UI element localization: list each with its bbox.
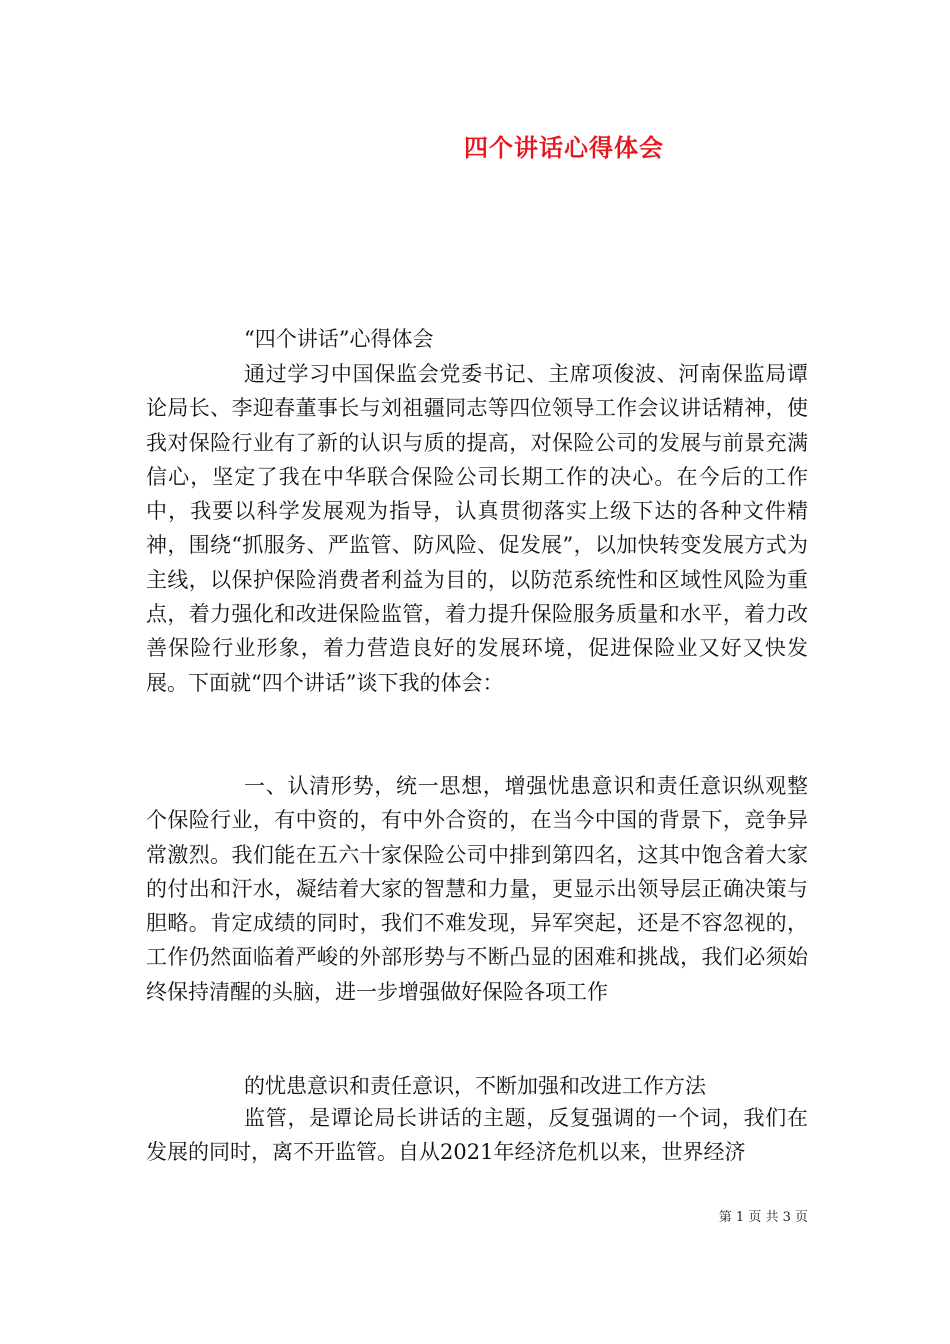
- paragraph-section-one: 一、认清形势，统一思想，增强忧患意识和责任意识纵观整个保险行业，有中资的，有中外合资的，在当今中国的背景下，竞争异常激烈。我们能在五六十家保险公司中排到第四名，这其中饱含着大家的付出和汗水，凝结着大家的智慧和力量，更显示出领导层正确决策与胆略。肯定成绩的同时，我们不难发现，异军突起，还是不容忽视的，工作仍然面临着严峻的外部形势与不断凸显的困难和挑战，我们必须始终保持清醒的头脑，进一步增强做好保险各项工作: [146, 774, 808, 1004]
- paragraph-continuation: 的忧患意识和责任意识，不断加强和改进工作方法: [244, 1074, 706, 1098]
- document-subtitle: “四个讲话”心得体会: [244, 327, 434, 351]
- paragraph-supervision: 监管，是谭论局长讲话的主题，反复强调的一个词，我们在发展的同时，离不开监管。自从2021年经济危机以来，世界经济: [146, 1106, 808, 1165]
- page-title: 四个讲话心得体会: [464, 133, 664, 162]
- page-number: 第 1 页 共 3 页: [718, 1210, 808, 1225]
- paragraph-intro: 通过学习中国保监会党委书记、主席项俊波、河南保监局谭论局长、李迎春董事长与刘祖疆同志等四位领导工作会议讲话精神，使我对保险行业有了新的认识与质的提高，对保险公司的发展与前景充满信心，坚定了我在中华联合保险公司长期工作的决心。在今后的工作中，我要以科学发展观为指导，认真贯彻落实上级下达的各种文件精神，围绕“抓服务、严监管、防风险、促发展”，以加快转变发展方式为主线，以保护保险消费者利益为目的，以防范系统性和区域性风险为重点，着力强化和改进保险监管，着力提升保险服务质量和水平，着力改善保险行业形象，着力营造良好的发展环境，促进保险业又好又快发展。下面就“四个讲话”谈下我的体会：: [146, 362, 808, 695]
